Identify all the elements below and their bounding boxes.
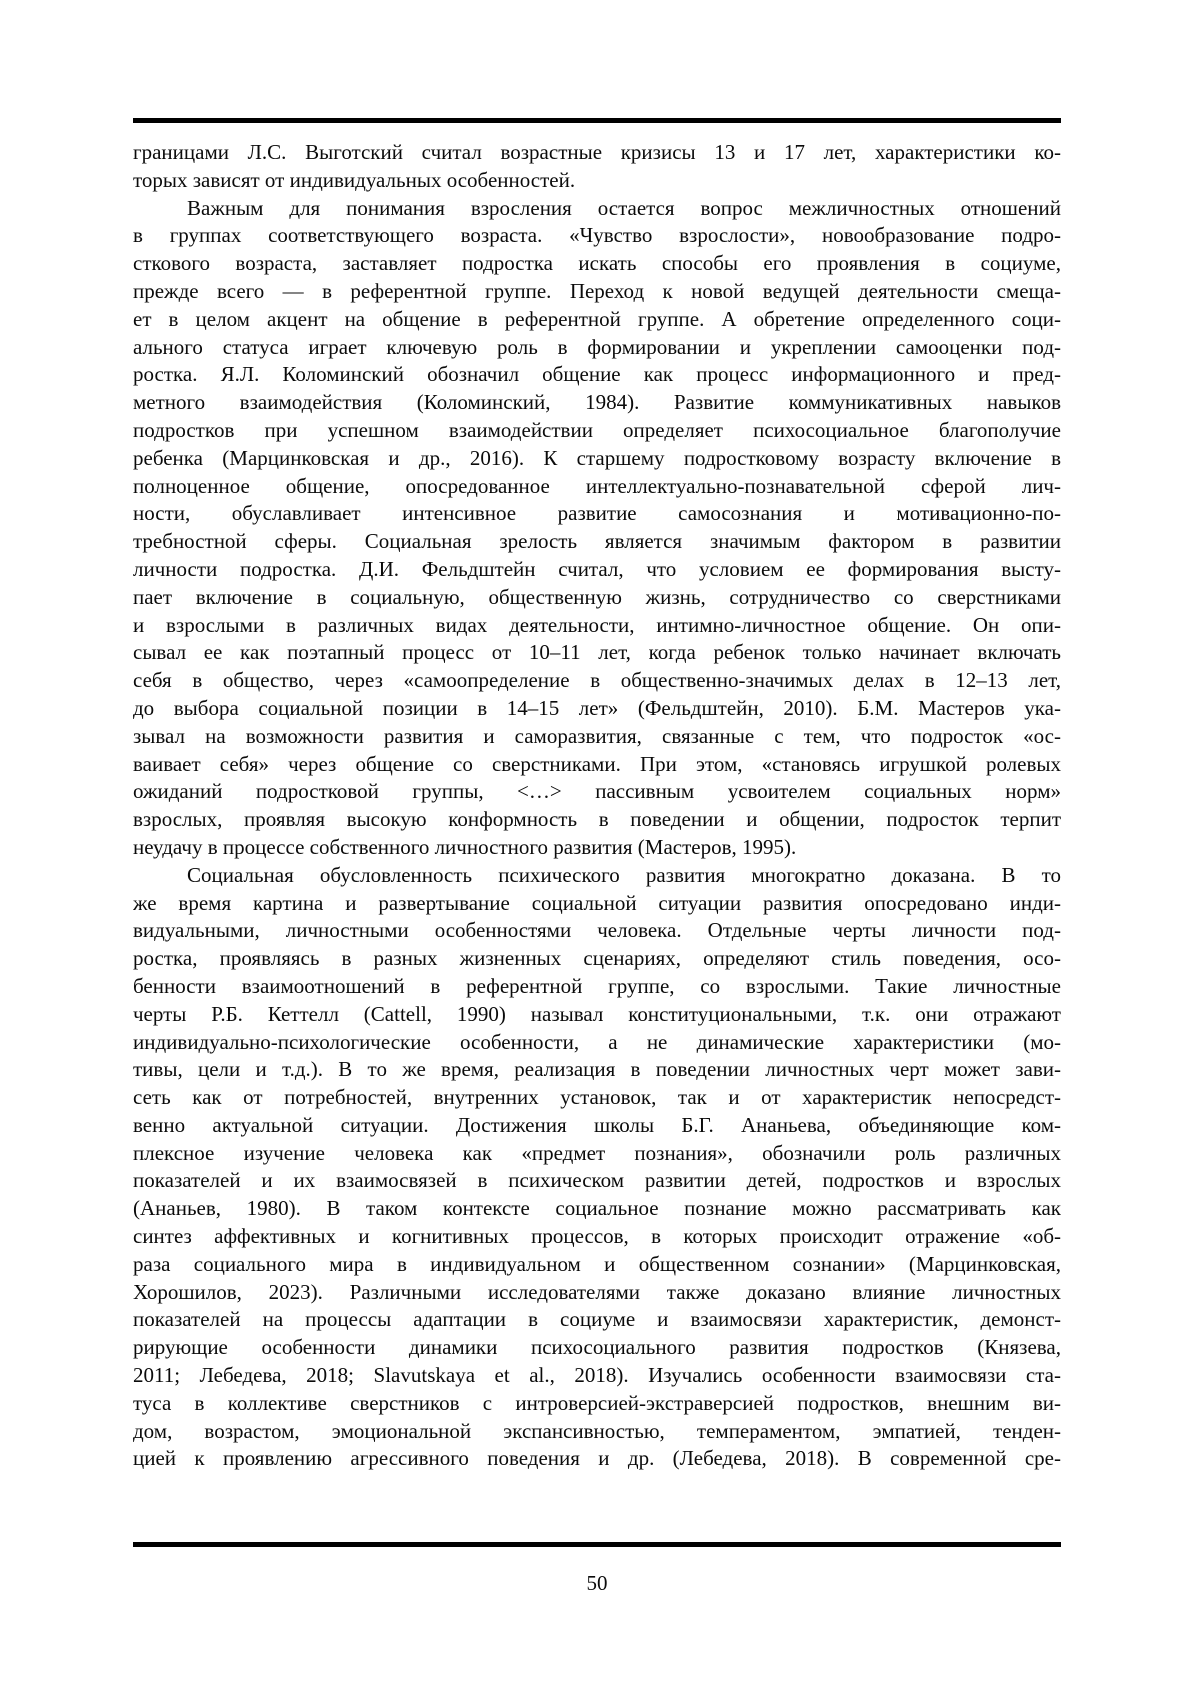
- text-line: границами Л.С. Выготский считал возрастные кризисы 13 и 17 лет, характеристики ко-: [133, 140, 1061, 164]
- text-line: синтез аффективных и когнитивных процессов, в которых происходит отражение «об-: [133, 1224, 1061, 1249]
- text-line: подростков при успешном взаимодействии определяет психосоциальное благополучие: [133, 417, 1061, 442]
- text-line: же время картина и развертывание социальной ситуации развития опосредовано инди-: [133, 890, 1061, 915]
- text-line: ростка. Я.Л. Коломинский обозначил общение как процесс информационного и пред-: [133, 362, 1061, 387]
- header-rule: [133, 118, 1061, 123]
- text-line: в группах соответствующего возраста. «Чувство взрослости», новообразование подро-: [133, 223, 1061, 248]
- text-line: тивы, цели и т.д.). В то же время, реализация в поведении личностных черт может зави-: [133, 1057, 1061, 1082]
- text-line: сткового возраста, заставляет подростка искать способы его проявления в социуме,: [133, 251, 1061, 276]
- text-line: цией к проявлению агрессивного поведения и др. (Лебедева, 2018). В современной сре-: [133, 1446, 1061, 1471]
- text-line: Важным для понимания взросления остается вопрос межличностных отношений: [187, 195, 1061, 220]
- text-line: 2011; Лебедева, 2018; Slavutskaya et al., 2018). Изучались особенности взаимосвязи ста-: [133, 1363, 1061, 1388]
- text-line: ности, обуславливает интенсивное развитие самосознания и мотивационно-по-: [133, 501, 1061, 526]
- text-line: неудачу в процессе собственного личностного развития (Мастеров, 1995).: [133, 834, 797, 859]
- text-line: взрослых, проявляя высокую конформность в поведении и общении, подросток терпит: [133, 807, 1061, 832]
- text-line: туса в коллективе сверстников с интроверсией-экстраверсией подростков, внешним ви-: [133, 1390, 1061, 1415]
- text-line: показателей и их взаимосвязей в психическом развитии детей, подростков и взрослых: [133, 1168, 1061, 1193]
- text-line: ального статуса играет ключевую роль в формировании и укреплении самооценки под-: [133, 334, 1061, 359]
- text-line: черты Р.Б. Кеттелл (Cattell, 1990) называл конституциональными, т.к. они отражают: [133, 1001, 1061, 1026]
- text-line: ребенка (Марцинковская и др., 2016). К старшему подростковому возрасту включение в: [133, 445, 1061, 470]
- text-line: личности подростка. Д.И. Фельдштейн считал, что условием ее формирования высту-: [133, 556, 1061, 581]
- text-line: метного взаимодействия (Коломинский, 1984). Развитие коммуникативных навыков: [133, 390, 1061, 415]
- text-line: показателей на процессы адаптации в социуме и взаимосвязи характеристик, демонст-: [133, 1307, 1061, 1332]
- text-line: венно актуальной ситуации. Достижения школы Б.Г. Ананьева, объединяющие ком-: [133, 1112, 1061, 1137]
- text-line: бенности взаимоотношений в референтной группе, со взрослыми. Такие личностные: [133, 973, 1061, 998]
- text-line: (Ананьев, 1980). В таком контексте социальное познание можно рассматривать как: [133, 1196, 1061, 1221]
- text-line: раза социального мира в индивидуальном и общественном сознании» (Марцинковская,: [133, 1251, 1061, 1276]
- text-line: сеть как от потребностей, внутренних установок, так и от характеристик непосредст-: [133, 1085, 1061, 1110]
- text-line: плексное изучение человека как «предмет познания», обозначили роль различных: [133, 1140, 1061, 1165]
- text-line: сывал ее как поэтапный процесс от 10–11 лет, когда ребенок только начинает включать: [133, 640, 1061, 665]
- text-line: рирующие особенности динамики психосоциального развития подростков (Князева,: [133, 1335, 1061, 1360]
- body-text: [133, 139, 1061, 1473]
- text-line: полноценное общение, опосредованное интеллектуально-познавательной сферой лич-: [133, 473, 1061, 498]
- footer-rule: [133, 1542, 1061, 1547]
- text-line: пает включение в социальную, общественную жизнь, сотрудничество со сверстниками: [133, 584, 1061, 609]
- page-number: 50: [586, 1571, 608, 1595]
- text-line: до выбора социальной позиции в 14–15 лет» (Фельдштейн, 2010). Б.М. Мастеров ука-: [133, 695, 1061, 720]
- text-line: Социальная обусловленность психического развития многократно доказана. В то: [187, 862, 1061, 887]
- text-line: ваивает себя» через общение со сверстниками. При этом, «становясь игрушкой ролевых: [133, 751, 1061, 776]
- text-line: Хорошилов, 2023). Различными исследователями также доказано влияние личностных: [133, 1279, 1061, 1304]
- text-line: себя в общество, через «самоопределение в общественно-значимых делах в 12–13 лет,: [133, 668, 1061, 693]
- text-line: торых зависят от индивидуальных особенностей.: [133, 167, 576, 192]
- text-line: ожиданий подростковой группы, <…> пассивным усвоителем социальных норм»: [133, 779, 1061, 804]
- text-line: ет в целом акцент на общение в референтной группе. А обретение определенного соци-: [133, 306, 1061, 331]
- text-line: требностной сферы. Социальная зрелость является значимым фактором в развитии: [133, 529, 1061, 554]
- text-line: индивидуально-психологические особенности, а не динамические характеристики (мо-: [133, 1029, 1061, 1054]
- text-line: и взрослыми в различных видах деятельности, интимно-личностное общение. Он опи-: [133, 612, 1061, 637]
- text-line: прежде всего — в референтной группе. Переход к новой ведущей деятельности смеща-: [133, 278, 1061, 303]
- text-line: дом, возрастом, эмоциональной экспансивностью, темпераментом, эмпатией, тенден-: [133, 1418, 1061, 1443]
- text-line: видуальными, личностными особенностями человека. Отдельные черты личности под-: [133, 918, 1061, 943]
- text-line: ростка, проявляясь в разных жизненных сценариях, определяют стиль поведения, осо-: [133, 946, 1061, 971]
- text-line: зывал на возможности развития и саморазвития, связанные с тем, что подросток «ос-: [133, 723, 1061, 748]
